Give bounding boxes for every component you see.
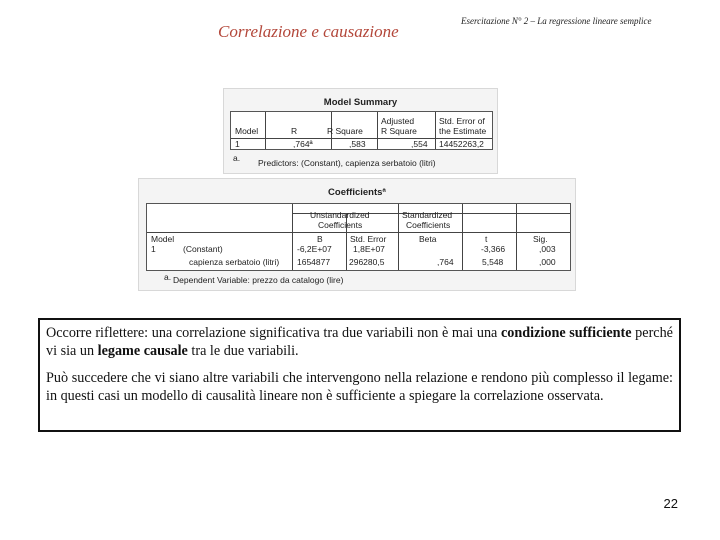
p1-text-c: tra le due variabili. xyxy=(187,342,299,359)
row-model: 1 xyxy=(235,139,240,149)
page-number: 22 xyxy=(663,496,678,511)
row1-label: (Constant) xyxy=(183,244,223,254)
coefficients-table xyxy=(139,179,575,290)
row1-model: 1 xyxy=(151,244,156,254)
header-r: R xyxy=(291,126,298,136)
model-summary-footnote: Predictors: (Constant), capienza serbatoio (litri) xyxy=(258,158,436,168)
paragraph-correlation xyxy=(46,325,673,360)
header-standardized: Standardized xyxy=(402,210,453,220)
header-model: Model xyxy=(151,234,175,244)
row2-std-error: 296280,5 xyxy=(349,257,385,267)
header-model: Model xyxy=(235,126,259,136)
header-unstandardized-2: Coefficients xyxy=(318,220,363,230)
row-r: ,764ª xyxy=(293,139,313,149)
p1-text-a: Occorre riflettere: una correlazione significativa tra due variabili non è mai una xyxy=(46,325,501,341)
row2-label: capienza serbatoio (litri) xyxy=(189,257,280,267)
coefficients-footnote: Dependent Variable: prezzo da catalogo (lire) xyxy=(173,275,344,285)
header-r-square: R Square xyxy=(327,126,363,136)
header-t: t xyxy=(485,234,488,244)
p1-bold-causal-link: legame causale xyxy=(97,342,188,359)
row-stderr: 14452263,2 xyxy=(439,139,484,149)
row-adjusted: ,554 xyxy=(411,139,428,149)
header-stderr-2: the Estimate xyxy=(439,126,487,136)
p1-bold-condition: condizione sufficiente xyxy=(501,325,632,341)
header-stderr: Std. Error of xyxy=(439,116,485,126)
header-adjusted: Adjusted xyxy=(381,116,415,126)
header-b: B xyxy=(317,234,323,244)
header-std-error: Std. Error xyxy=(350,234,387,244)
p1-text-b: perché vi sia un xyxy=(46,325,673,359)
header-sig: Sig. xyxy=(533,234,548,244)
row1-std-error: 1,8E+07 xyxy=(353,244,385,254)
header-unstandardized: Unstandardized xyxy=(310,210,370,220)
row2-sig: ,000 xyxy=(539,257,556,267)
model-summary-caption: Model Summary xyxy=(323,97,398,108)
row2-beta: ,764 xyxy=(437,257,454,267)
row-r-square: ,583 xyxy=(349,139,366,149)
row1-t: -3,366 xyxy=(481,244,506,254)
row2-b: 1654877 xyxy=(297,257,331,267)
header-adjusted-2: R Square xyxy=(381,126,417,136)
coefficients-grid xyxy=(146,203,571,271)
slide-title: Correlazione e causazione xyxy=(218,22,399,41)
coefficients-footnote-marker: a. xyxy=(164,272,172,282)
model-summary-table xyxy=(224,89,497,173)
paragraph-other-variables: Può succedere che vi siano altre variabili che intervengono nella relazione e rendono più complesso il legame: in questi casi un modello di causalità lineare non è sufficiente a spiegare la correlazione osservata. xyxy=(46,370,673,404)
header-standardized-2: Coefficients xyxy=(406,220,451,230)
row1-sig: ,003 xyxy=(539,244,556,254)
coefficients-caption: Coefficientsª xyxy=(328,187,386,198)
model-summary-grid xyxy=(230,111,493,150)
explanation-textbox xyxy=(38,318,681,432)
row1-b: -6,2E+07 xyxy=(297,244,332,254)
model-summary-footnote-marker: a. xyxy=(233,153,241,163)
header-note: Esercitazione N° 2 – La regressione lineare semplice xyxy=(461,16,652,26)
header-beta: Beta xyxy=(419,234,437,244)
row2-t: 5,548 xyxy=(482,257,504,267)
